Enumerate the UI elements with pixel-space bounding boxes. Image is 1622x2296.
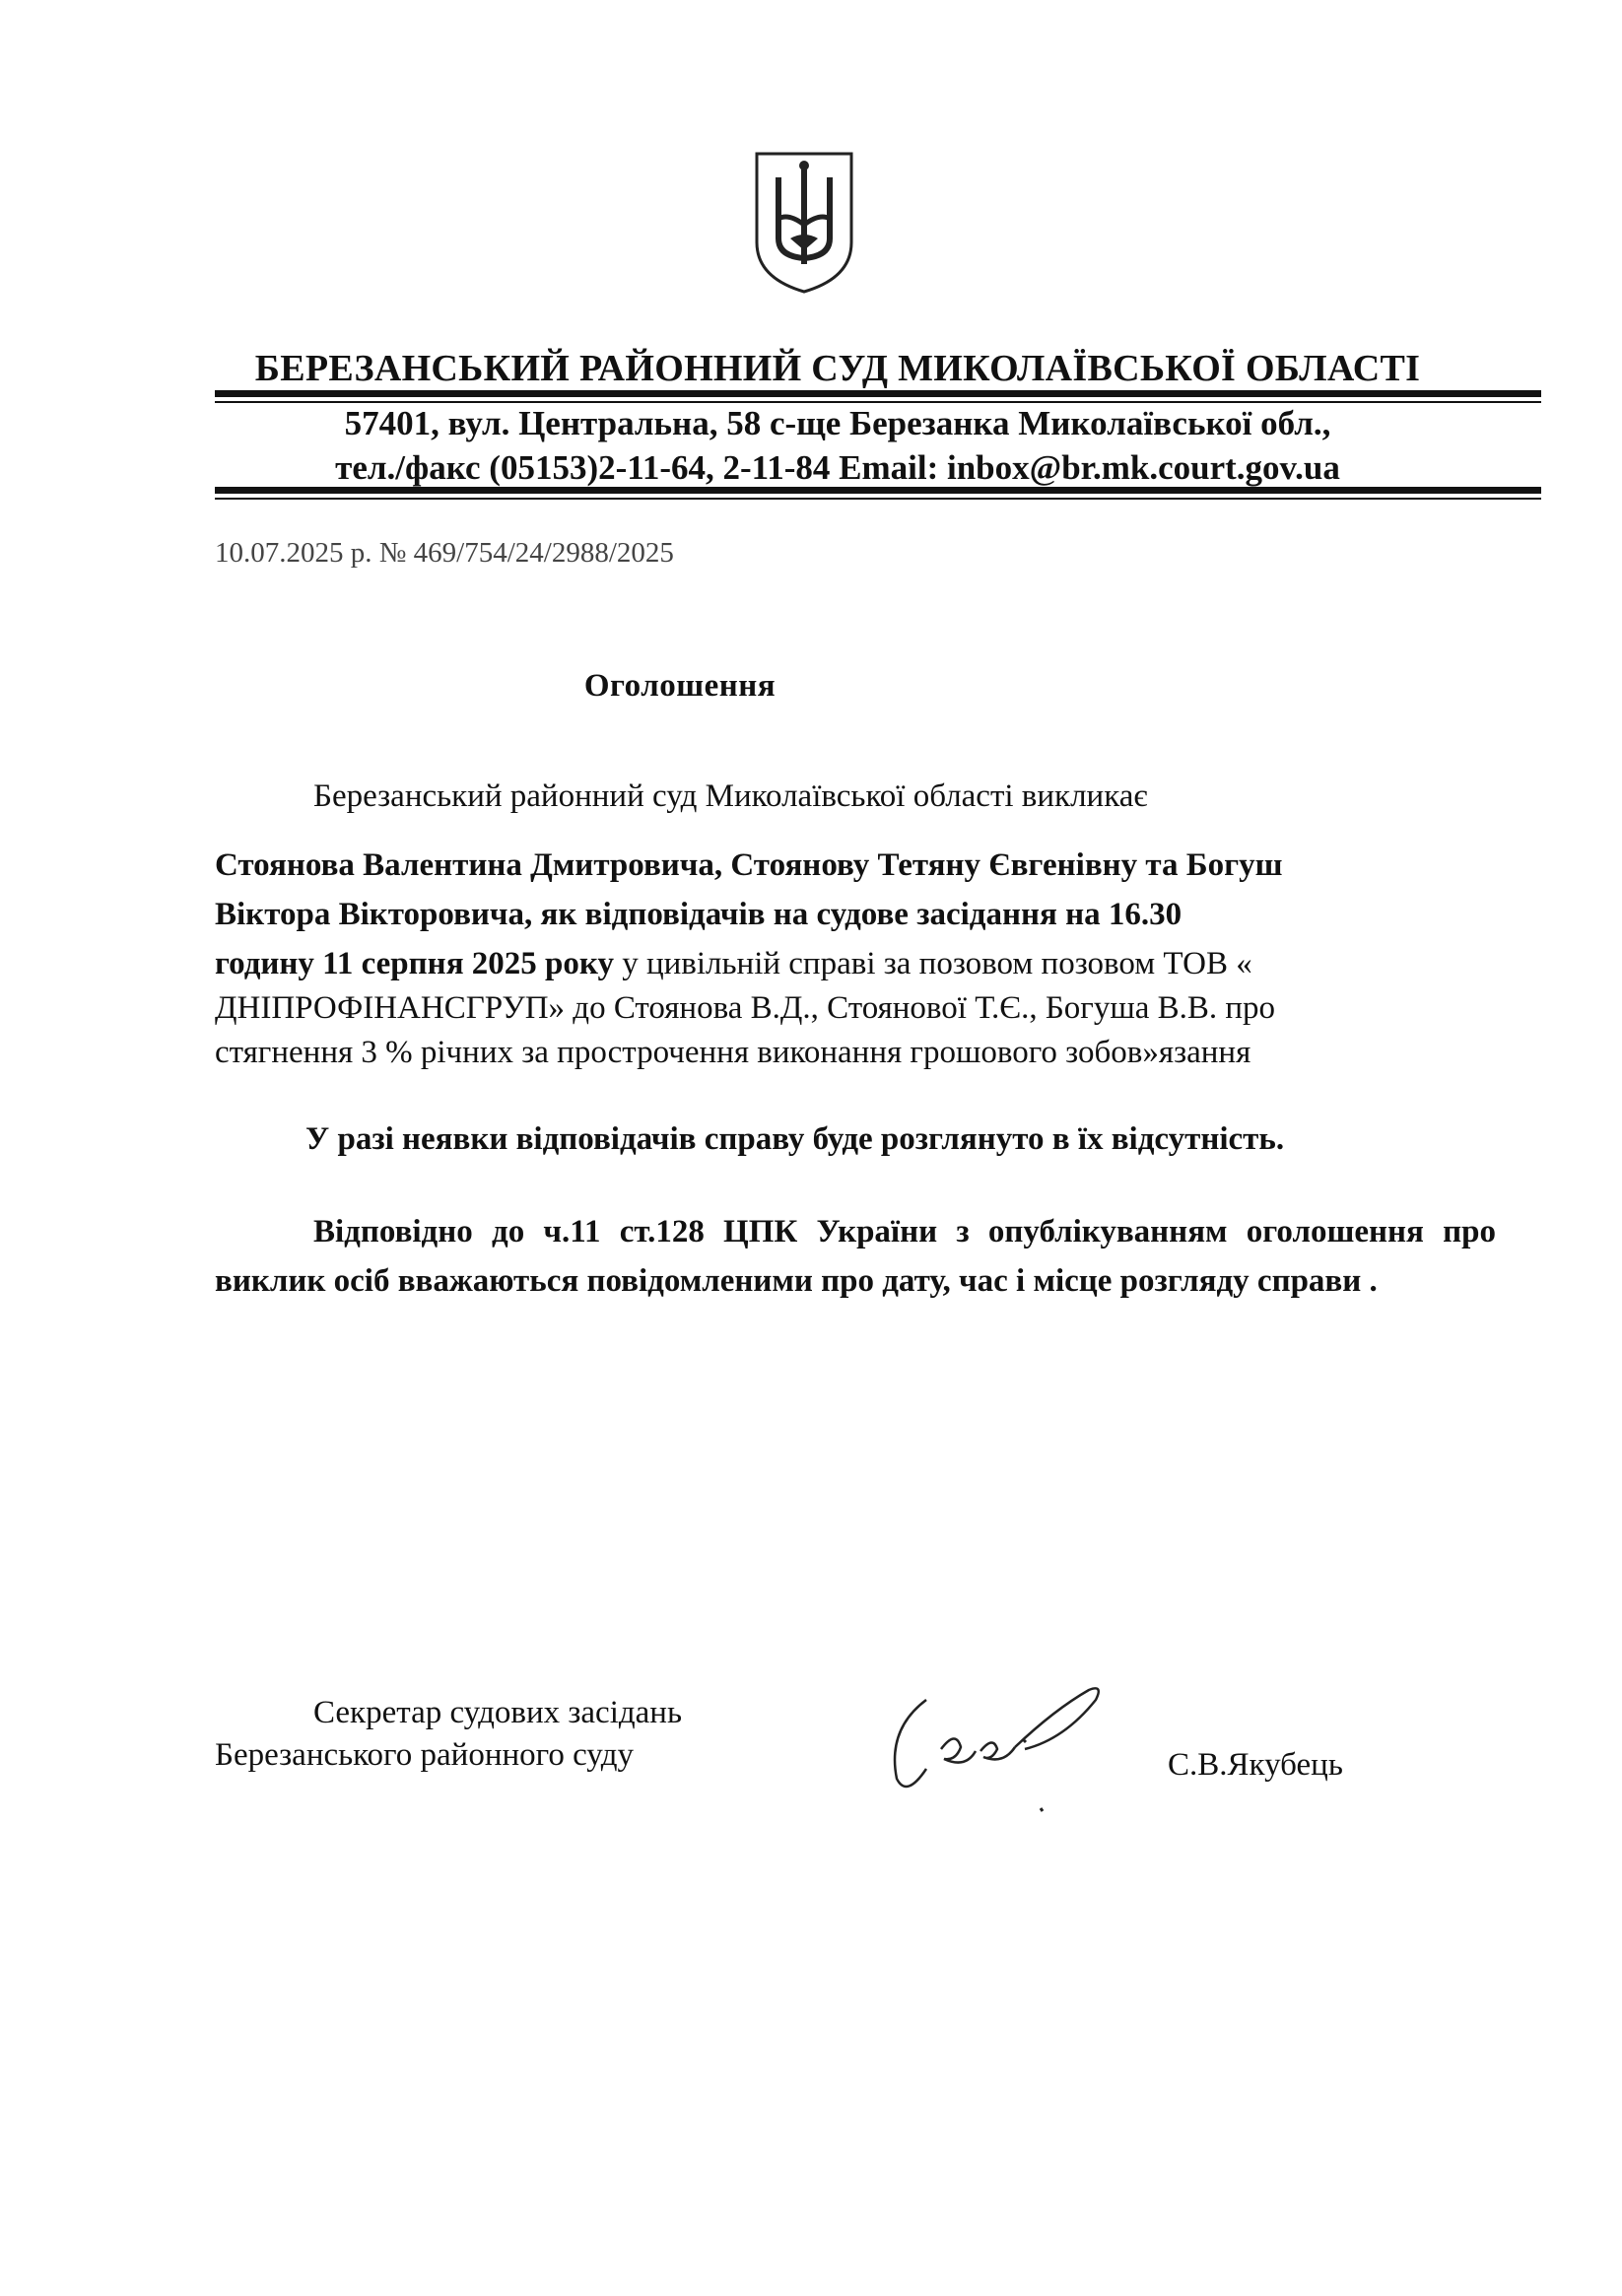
header-rule-bottom	[215, 487, 1541, 494]
coat-of-arms-icon	[749, 148, 859, 296]
body-line: стягнення 3 % річних за прострочення виконання грошового зобов»язання	[215, 1035, 1251, 1070]
body-line: Березанський районний суд Миколаївської області викликає	[313, 778, 1148, 814]
handwritten-signature	[867, 1670, 1123, 1818]
absence-notice: У разі неявки відповідачів справу буде розглянуто в їх відсутність.	[305, 1121, 1285, 1157]
court-name: БЕРЕЗАНСЬКИЙ РАЙОННИЙ СУД МИКОЛАЇВСЬКОЇ ОБЛАСТІ	[254, 348, 1421, 389]
signatory-position: Секретар судових засідань	[313, 1695, 683, 1730]
header-rule-bottom-thin	[215, 498, 1541, 500]
body-line-defendants: Стоянова Валентина Дмитровича, Стоянову Тетяну Євгенівну та Богуш	[215, 847, 1283, 883]
signatory-organization: Березанського районного суду	[215, 1737, 635, 1773]
body-line: ДНІПРОФІНАНСГРУП» до Стоянова В.Д., Стоянової Т.Є., Богуша В.В. про	[215, 990, 1276, 1026]
legal-notice: Відповідно до ч.11 ст.128 ЦПК України з опублікуванням оголошення про виклик осіб вважаються повідомленими про дату, час і місце розгляду справи .	[215, 1214, 1496, 1299]
court-address: 57401, вул. Центральна, 58 с-ще Березанка Миколаївської обл.,	[344, 404, 1331, 442]
document-title: Оголошення	[583, 668, 777, 704]
header-rule-top-thin	[215, 401, 1541, 403]
document-reference: 10.07.2025 р. № 469/754/24/2988/2025	[215, 537, 674, 569]
body-line-defendants-cont: Віктора Вікторовича, як відповідачів на судове засідання на 16.30	[215, 897, 1183, 932]
signatory-name: С.В.Якубець	[1168, 1747, 1343, 1783]
case-description: у цивільній справі за позовом позовом ТОВ «	[613, 946, 1252, 981]
header-rule-top	[215, 390, 1541, 397]
body-line-hearing-date	[215, 946, 1252, 982]
court-contacts: тел./факс (05153)2-11-64, 2-11-84 Email: inbox@br.mk.court.gov.ua	[335, 448, 1340, 487]
hearing-date: годину 11 серпня 2025 року	[215, 946, 614, 981]
